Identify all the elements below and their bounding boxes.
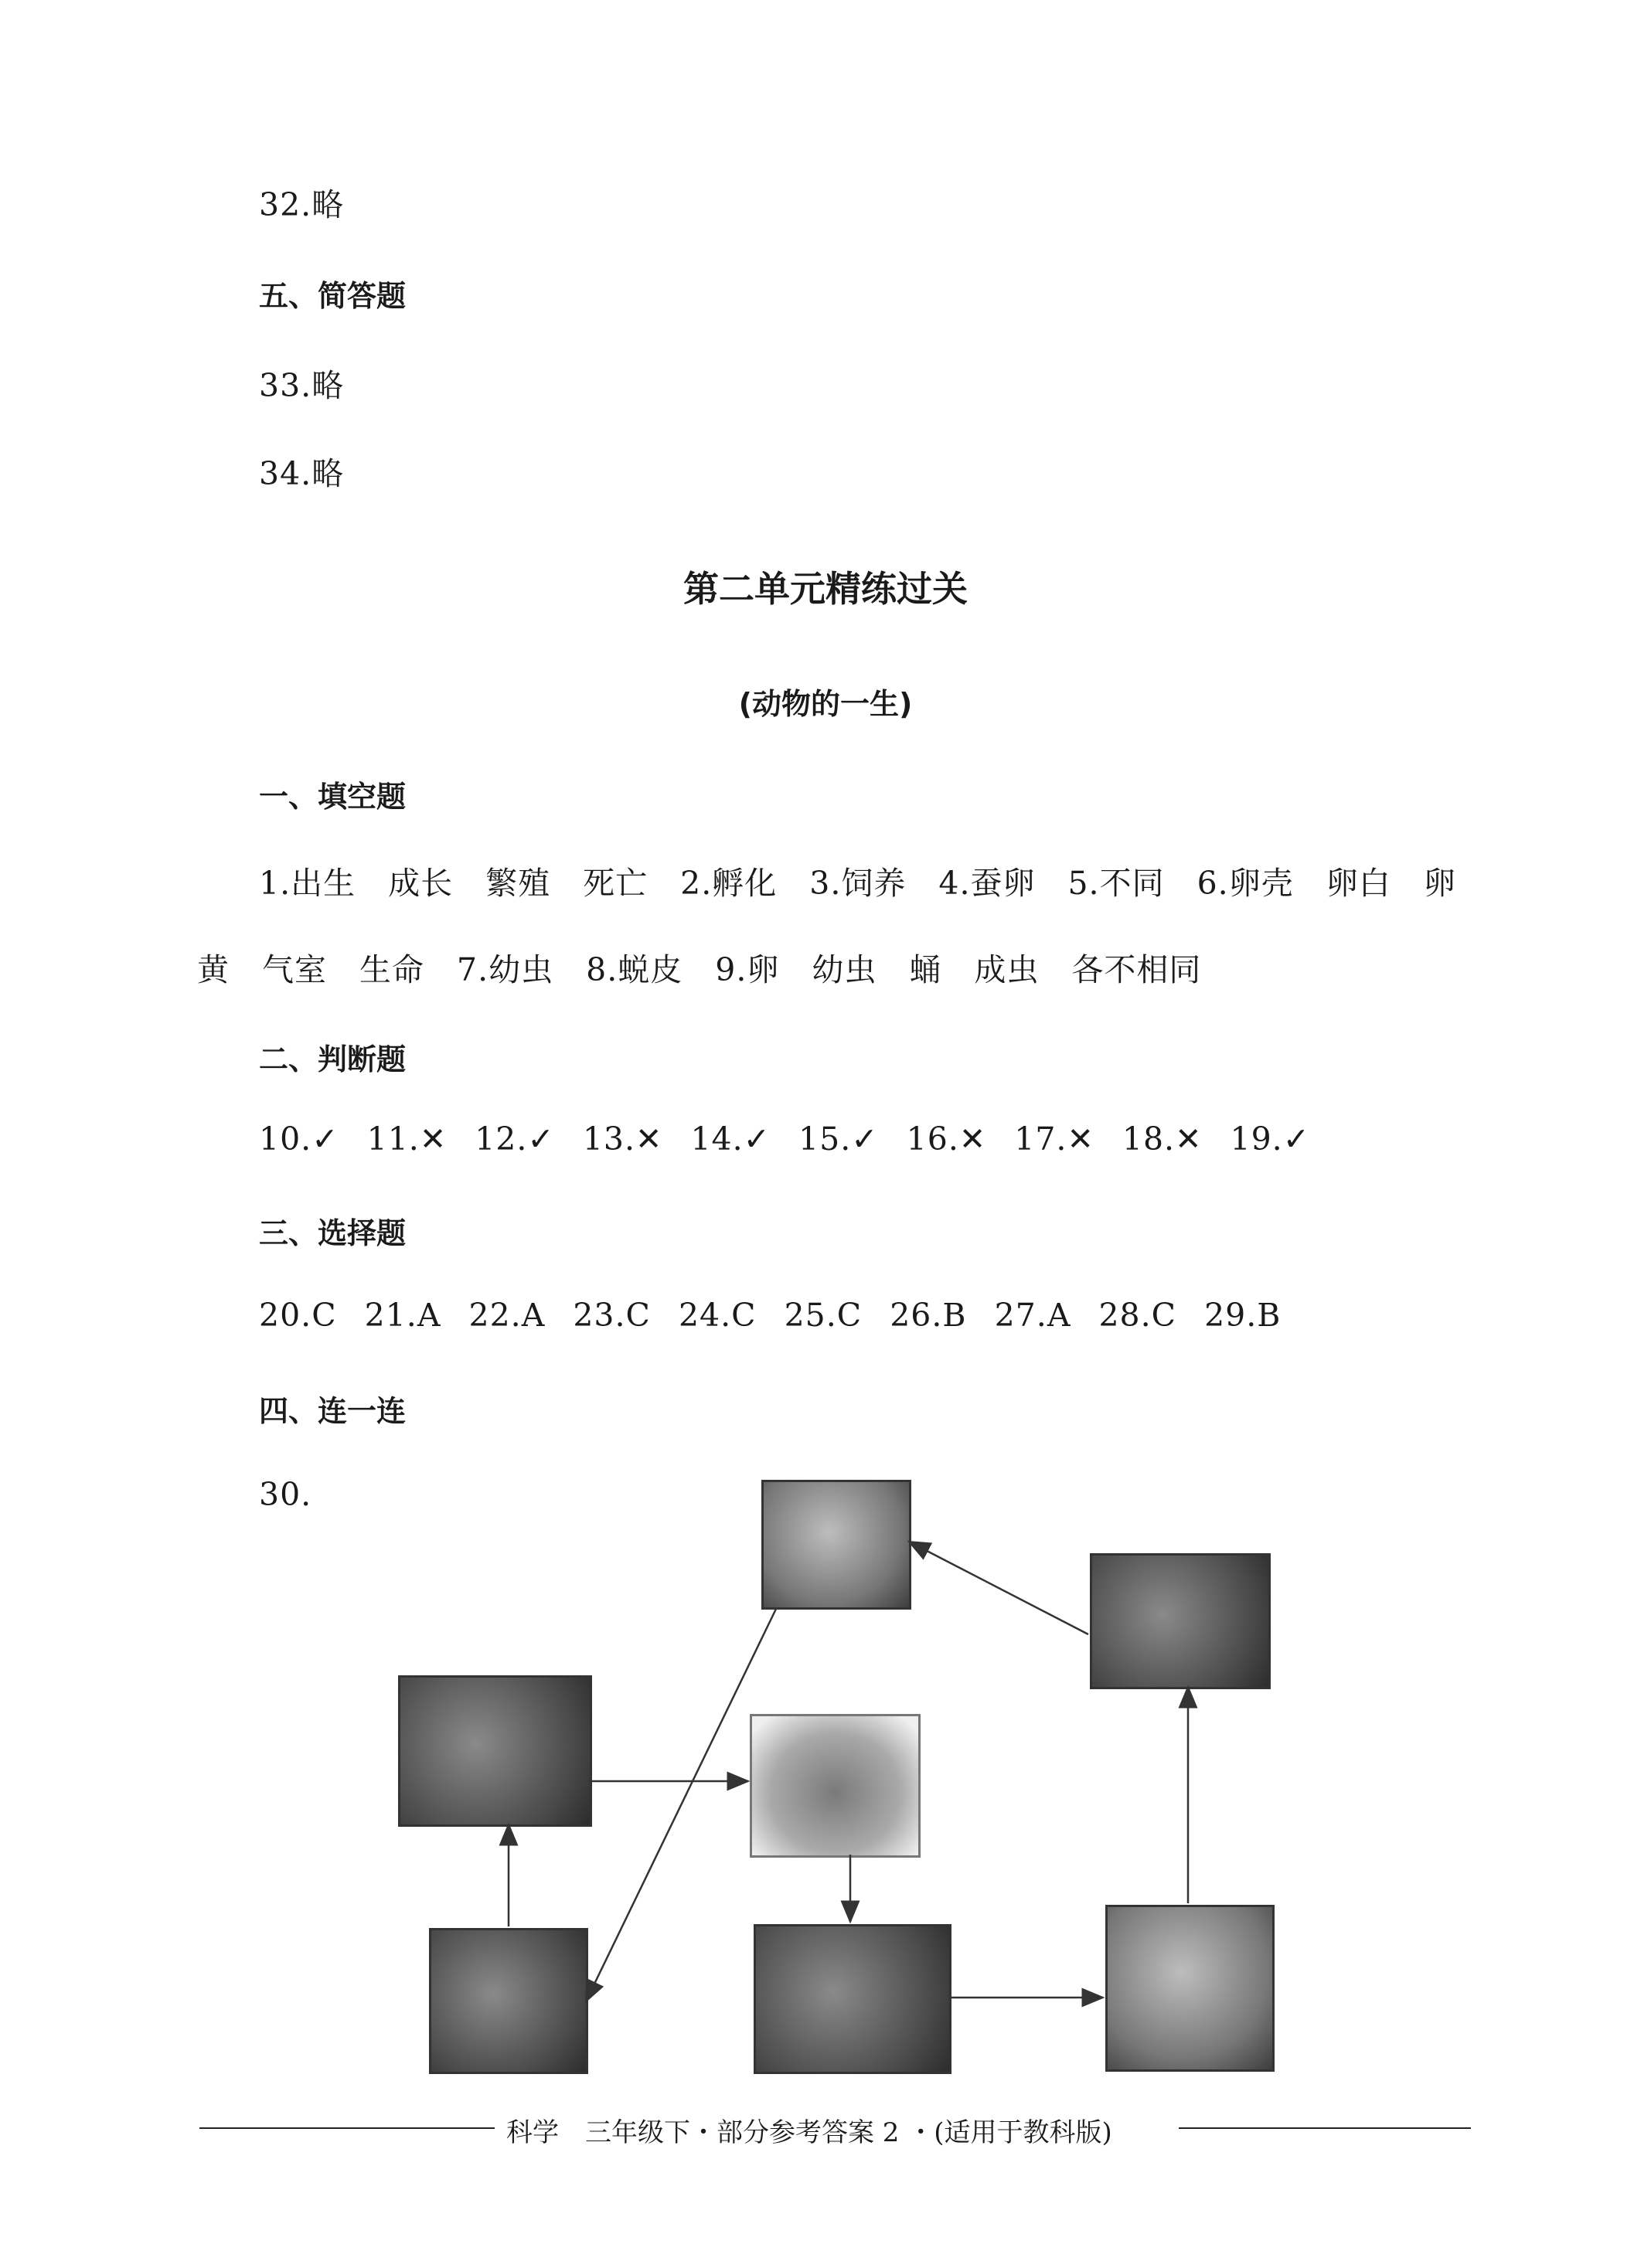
photo-young-larvae bbox=[754, 1924, 951, 2074]
footer-rule-right bbox=[1179, 2127, 1471, 2129]
choice-answer: 21.A bbox=[364, 1297, 441, 1334]
photo-mature-silkworm bbox=[1090, 1553, 1271, 1689]
judge-answer: 14.✓ bbox=[690, 1120, 771, 1158]
judge-answer: 17.✕ bbox=[1014, 1120, 1094, 1158]
photo-leaf-hatching bbox=[750, 1714, 921, 1858]
section3-heading: 三、选择题 bbox=[259, 1216, 407, 1250]
judge-answer: 10.✓ bbox=[259, 1120, 339, 1158]
choice-answer: 27.A bbox=[994, 1297, 1071, 1334]
choice-answer: 29.B bbox=[1204, 1297, 1282, 1334]
section2-heading: 二、判断题 bbox=[259, 1042, 407, 1076]
arrow-pupa-to-moth bbox=[586, 1607, 777, 2001]
judge-answers bbox=[259, 1120, 1327, 1158]
choice-answer: 26.B bbox=[890, 1297, 967, 1334]
choice-answer: 22.A bbox=[468, 1297, 546, 1334]
photo-eggs bbox=[398, 1675, 592, 1827]
unit-subtitle: (动物的一生) bbox=[738, 687, 913, 721]
section5-heading: 五、简答题 bbox=[259, 279, 407, 313]
judge-answer: 13.✕ bbox=[582, 1120, 663, 1158]
question-30-number: 30. bbox=[259, 1476, 312, 1513]
choice-answer: 23.C bbox=[573, 1297, 651, 1334]
choice-answers bbox=[259, 1297, 1298, 1334]
footer-text: 科学 三年级下・部分参考答案 2 ・(适用于教科版) bbox=[506, 2117, 1112, 2148]
choice-answer: 20.C bbox=[259, 1297, 337, 1334]
answer-32: 32.略 bbox=[259, 186, 345, 223]
judge-answer: 15.✓ bbox=[798, 1120, 879, 1158]
photo-pupa bbox=[761, 1480, 911, 1610]
choice-answer: 25.C bbox=[784, 1297, 863, 1334]
answer-34: 34.略 bbox=[259, 455, 345, 492]
judge-answer: 19.✓ bbox=[1230, 1120, 1311, 1158]
choice-answer: 28.C bbox=[1098, 1297, 1177, 1334]
footer-rule-left bbox=[199, 2127, 495, 2129]
judge-answer: 18.✕ bbox=[1122, 1120, 1203, 1158]
unit-title: 第二单元精练过关 bbox=[683, 568, 968, 610]
fill-blank-line-2: 黄 气室 生命 7.幼虫 8.蜕皮 9.卵 幼虫 蛹 成虫 各不相同 bbox=[197, 951, 1202, 988]
judge-answer: 11.✕ bbox=[366, 1120, 448, 1158]
photo-adult-moth bbox=[429, 1928, 588, 2074]
answer-33: 33.略 bbox=[259, 367, 345, 404]
choice-answer: 24.C bbox=[678, 1297, 757, 1334]
section4-heading: 四、连一连 bbox=[259, 1394, 407, 1428]
section1-heading: 一、填空题 bbox=[259, 780, 407, 814]
judge-answer: 12.✓ bbox=[475, 1120, 555, 1158]
photo-growing-silkworms bbox=[1105, 1905, 1275, 2072]
judge-answer: 16.✕ bbox=[906, 1120, 987, 1158]
fill-blank-line-1: 1.出生 成长 繁殖 死亡 2.孵化 3.饲养 4.蚕卵 5.不同 6.卵壳 卵白 卵 bbox=[259, 865, 1456, 902]
arrow-mature-to-pupa bbox=[909, 1542, 1088, 1634]
